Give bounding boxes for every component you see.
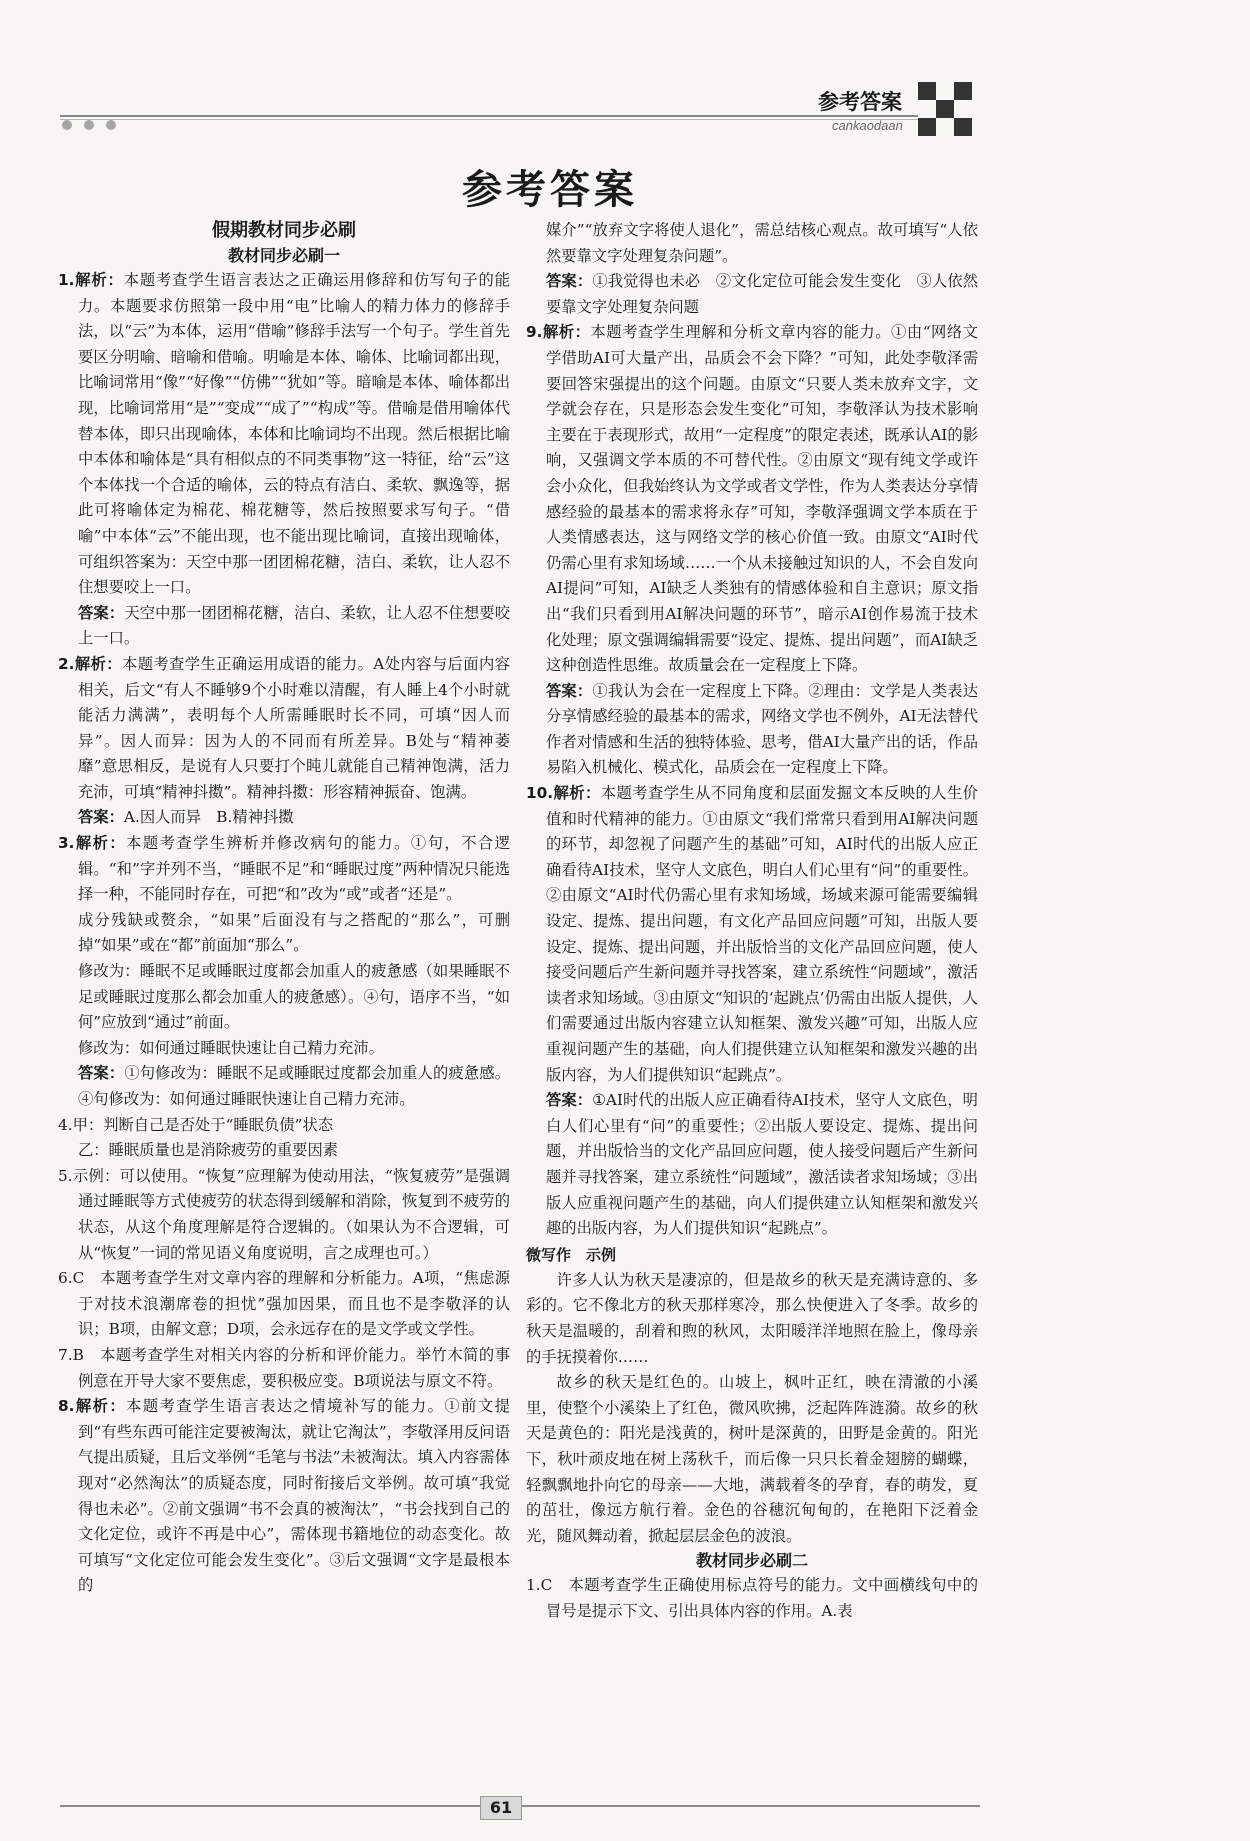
question-4-line-1: 4.甲：判断自己是否处于“睡眠负债”状态 xyxy=(58,1115,333,1134)
page-title: 参考答案 xyxy=(462,166,638,213)
question-6: 6.C 本题考查学生对文章内容的理解和分析能力。A项，“焦虑源于对技术浪潮席卷的担忧”强加因果，而且也不是李敬泽的认识；B项，由解文意；D项，会永远存在的是文学或文学性。 xyxy=(58,1269,510,1339)
part2-question-1: 1.C 本题考查学生正确使用标点符号的能力。文中画横线句中的冒号是提示下文、引出具体内容的作用。A.表 xyxy=(526,1576,978,1620)
answer-10: 答案：①AI时代的出版人应正确看待AI技术，坚守人文底色，明白人们心里有“问”的重要性；②出版人要设定、提炼、提出问题，并出版恰当的文化产品回应问题，使人接受问题后产生新问题并寻找答案，建立系统性“问题域”，激活读者求知场域；③出版人应重视问题产生的基础，向人们提供建立认知框架和激发兴趣的出版内容，为人们提供知识“起跳点”。 xyxy=(546,1091,978,1238)
left-column xyxy=(58,218,510,1599)
question-3-para-3: 修改为：睡眠不足或睡眠过度都会加重人的疲惫感（如果睡眠不足或睡眠过度那么都会加重人的疲惫感）。④句，语序不当，“如何”应放到“通过”前面。 xyxy=(78,962,510,1032)
answer-9: 答案：①我认为会在一定程度上下降。②理由：文学是人类表达分享情感经验的最基本的需求，网络文学也不例外，AI无法替代作者对情感和生活的独特体验、思考，借AI大量产出的话，作品易陷入机械化、模式化，品质会在一定程度上下降。 xyxy=(546,681,978,777)
question-3: 3.解析：本题考查学生辨析并修改病句的能力。①句，不合逻辑。“和”字并列不当，“睡眠不足”和“睡眠过度”两种情况只能选择一种，不能同时存在，可把“和”改为“或”或者“还是”。 xyxy=(58,834,510,904)
question-9: 9.解析：本题考查学生理解和分析文章内容的能力。①由“网络文学借助AI可大量产出，品质会不会下降？”可知，此处李敬泽需要回答宋强提出的这个问题。由原文“只要人类未放弃文字，文学就会存在，只是形态会发生变化”可知，李敬泽认为技术影响主要在于表现形式，故用“一定程度”的限定表述，既承认AI的影响，又强调文学本质的不可替代性。②由原文“现有纯文学或许会小众化，但我始终认为文学或者文学性，作为人类表达分享情感经验的最基本的需求将永存”可知，李敬泽强调文学本质在于人类情感表达，这与网络文学的核心价值一致。由原文“AI时代仍需心里有求知场域……一个从未接触过知识的人，不会自发向AI提问”可知，AI缺乏人类独有的情感体验和自主意识；原文指出“我们只看到用AI解决问题的环节”，暗示AI创作易流于技术化处理；原文强调编辑需要“设定、提炼、提出问题”，而AI缺乏这种创造性思维。故质量会在一定程度上下降。 xyxy=(526,323,978,675)
checker-pattern-icon xyxy=(918,82,972,136)
header-dots xyxy=(62,120,116,130)
question-4-line-2: 乙：睡眠质量也是消除疲劳的重要因素 xyxy=(78,1141,339,1160)
header-subtitle: cankaodaan xyxy=(832,118,903,133)
question-3-para-4: 修改为：如何通过睡眠快速让自己精力充沛。 xyxy=(78,1038,384,1057)
question-5: 5.示例：可以使用。“恢复”应理解为使动用法，“恢复疲劳”是强调通过睡眠等方式使疲劳的状态得到缓解和消除，恢复到不疲劳的状态，从这个角度理解是符合逻辑的。（如果认为不合逻辑，可从“恢复”一词的常见语义角度说明，言之成理也可。） xyxy=(58,1166,510,1262)
essay-paragraph-2: 故乡的秋天是红色的。山坡上，枫叶正红，映在清澈的小溪里，使整个小溪染上了红色，微风吹拂，泛起阵阵涟漪。故乡的秋天是黄色的：阳光是浅黄的，树叶是深黄的，田野是金黄的。阳光下，秋叶顽皮地在树上荡秋千，而后像一只只长着金翅膀的蝴蝶，轻飘飘地扑向它的母亲——大地，满载着冬的孕育，春的萌发，夏的茁壮，像远方航行着。金色的谷穗沉甸甸的，在艳阳下泛着金光，随风舞动着，掀起层层金色的波浪。 xyxy=(526,1373,978,1545)
dot-icon xyxy=(106,120,116,130)
question-1: 1.解析：本题考查学生语言表达之正确运用修辞和仿写句子的能力。本题要求仿照第一段中用“电”比喻人的精力体力的修辞手法，以“云”为本体，运用“借喻”修辞手法写一个句子。学生首先要区分明喻、暗喻和借喻。明喻是本体、喻体、比喻词都出现，比喻词常用“像”“好像”“仿佛”“犹如”等。暗喻是本体、喻体都出现，比喻词常用“是”“变成”“成了”“构成”等。借喻是借用喻体代替本体，即只出现喻体，本体和比喻词均不出现。然后根据比喻中本体和喻体是“具有相似点的不同类事物”这一特征，给“云”这个本体找一个合适的喻体，云的特点有洁白、柔软、飘逸等，据此可将喻体定为棉花、棉花糖等，然后按照要求写句子。“借喻”中本体“云”不能出现，也不能出现比喻词，直接出现喻体，可组织答案为：天空中那一团团棉花糖，洁白、柔软，让人忍不住想要咬上一口。 xyxy=(58,271,510,597)
micro-writing-title: 微写作 示例 xyxy=(526,1245,617,1264)
header-rule-thin xyxy=(60,119,930,120)
part1-title: 教材同步必刷一 xyxy=(227,246,340,265)
answer-8: 答案：①我觉得也未必 ②文化定位可能会发生变化 ③人依然要靠文字处理复杂问题 xyxy=(546,272,978,316)
header-title: 参考答案 xyxy=(818,90,902,114)
answer-1: 答案：天空中那一团团棉花糖，洁白、柔软，让人忍不住想要咬上一口。 xyxy=(78,603,510,648)
right-column xyxy=(526,218,978,1624)
section-title: 假期教材同步必刷 xyxy=(212,220,356,241)
essay-paragraph-1: 许多人认为秋天是凄凉的，但是故乡的秋天是充满诗意的、多彩的。它不像北方的秋天那样寒冷，那么快便进入了冬季。故乡的秋天是温暖的，刮着和煦的秋风，太阳暖洋洋地照在脸上，像母亲的手抚摸着你…… xyxy=(526,1270,978,1366)
page-number: 61 xyxy=(480,1796,522,1820)
answer-3: 答案：①句修改为：睡眠不足或睡眠过度都会加重人的疲惫感。④句修改为：如何通过睡眠快速让自己精力充沛。 xyxy=(78,1064,510,1108)
dot-icon xyxy=(62,120,72,130)
question-7: 7.B 本题考查学生对相关内容的分析和评价能力。举竹木简的事例意在开导大家不要焦虑，要积极应变。B项说法与原文不符。 xyxy=(58,1345,510,1390)
question-2: 2.解析：本题考查学生正确运用成语的能力。A处内容与后面内容相关，后文“有人不睡够9个小时难以清醒，有人睡上4个小时就能活力满满”，表明每个人所需睡眠时长不同，可填“因人而异”。因人而异：因为人的不同而有所差异。B处与“精神萎靡”意思相反，是说有人只要打个盹儿就能自己精神饱满，活力充沛，可填“精神抖擞”。精神抖擞：形容精神振奋、饱满。 xyxy=(58,654,510,801)
dot-icon xyxy=(84,120,94,130)
question-8: 8.解析：本题考查学生语言表达之情境补写的能力。①前文提到“有些东西可能注定要被淘汰，就让它淘汰”，李敬泽用反问语气提出质疑，且后文举例“毛笔与书法”未被淘汰。填入内容需体现对“必然淘汰”的质疑态度，同时衔接后文举例。故可填“我觉得也未必”。②前文强调“书不会真的被淘汰”，“书会找到自己的文化定位，或许不再是中心”，需体现书籍地位的动态变化。故可填写“文化定位可能会发生变化”。③后文强调“文字是最根本的 xyxy=(58,1397,510,1595)
header-rule xyxy=(60,115,930,117)
question-10: 10.解析：本题考查学生从不同角度和层面发掘文本反映的人生价值和时代精神的能力。①由原文“我们常常只看到用AI解决问题的环节，却忽视了问题产生的基础”可知，AI时代的出版人应正确看待AI技术，坚守人文底色，明白人们心里有“问”的重要性。②由原文“AI时代仍需心里有求知场域，场域来源可能需要编辑设定、提炼、提出问题，有文化产品回应问题”可知，出版人要设定、提炼、提出问题，并出版恰当的文化产品回应问题，使人接受问题后产生新问题并寻找答案，建立系统性“问题域”，激活读者求知场域。③由原文“知识的‘起跳点’仍需由出版人提供，人们需要通过出版内容建立认知框架、激发兴趣”可知，出版人应重视问题产生的基础，向人们提供建立认知框架和激发兴趣的出版内容，为人们提供知识“起跳点”。 xyxy=(526,784,978,1084)
question-8-continued: 媒介”“放弃文字将使人退化”，需总结核心观点。故可填写“人依然要靠文字处理复杂问题”。 xyxy=(546,221,978,265)
part2-title: 教材同步必刷二 xyxy=(695,1551,808,1571)
answer-2: 答案：A.因人而异 B.精神抖擞 xyxy=(78,808,294,827)
question-3-para-2: 成分残缺或赘余，“如果”后面没有与之搭配的“那么”，可删掉“如果”或在“都”前面加“那么”。 xyxy=(78,910,510,955)
